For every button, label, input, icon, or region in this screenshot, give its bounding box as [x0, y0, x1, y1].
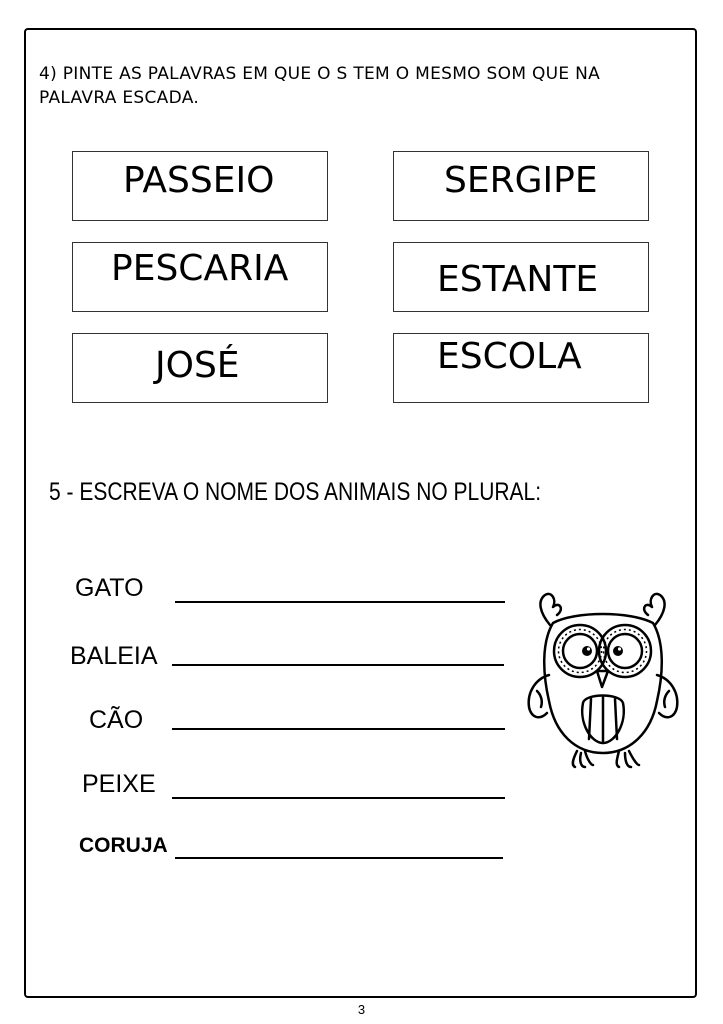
word-box-passeio[interactable]	[72, 151, 328, 221]
word-box-jose[interactable]	[72, 333, 328, 403]
exercise-5-instruction: 5 - ESCREVA O NOME DOS ANIMAIS NO PLURAL:	[49, 478, 542, 506]
word-label: PESCARIA	[111, 248, 289, 289]
answer-line-baleia[interactable]	[172, 664, 504, 666]
exercise-4-instruction: 4) PINTE AS PALAVRAS EM QUE O S TEM O MESMO SOM QUE NA PALAVRA ESCADA.	[39, 64, 601, 108]
animal-label-cao: CÃO	[89, 706, 144, 734]
word-label: PASSEIO	[123, 160, 275, 201]
animal-label-peixe: PEIXE	[82, 770, 156, 798]
word-label: ESTANTE	[437, 259, 599, 300]
owl-icon	[515, 583, 690, 773]
word-box-escola[interactable]	[393, 333, 649, 403]
word-label: SERGIPE	[444, 160, 598, 201]
animal-label-coruja: CORUJA	[79, 834, 168, 857]
answer-line-gato[interactable]	[175, 601, 505, 603]
word-box-pescaria[interactable]	[72, 242, 328, 312]
answer-line-coruja[interactable]	[175, 857, 503, 859]
answer-line-peixe[interactable]	[172, 797, 505, 799]
answer-line-cao[interactable]	[172, 728, 505, 730]
animal-label-gato: GATO	[75, 574, 144, 602]
animal-label-baleia: BALEIA	[70, 642, 158, 670]
page-number: 3	[357, 1002, 366, 1017]
word-box-estante[interactable]	[393, 242, 649, 312]
word-box-sergipe[interactable]	[393, 151, 649, 221]
word-label: ESCOLA	[437, 336, 582, 377]
word-label: JOSÉ	[155, 345, 240, 386]
